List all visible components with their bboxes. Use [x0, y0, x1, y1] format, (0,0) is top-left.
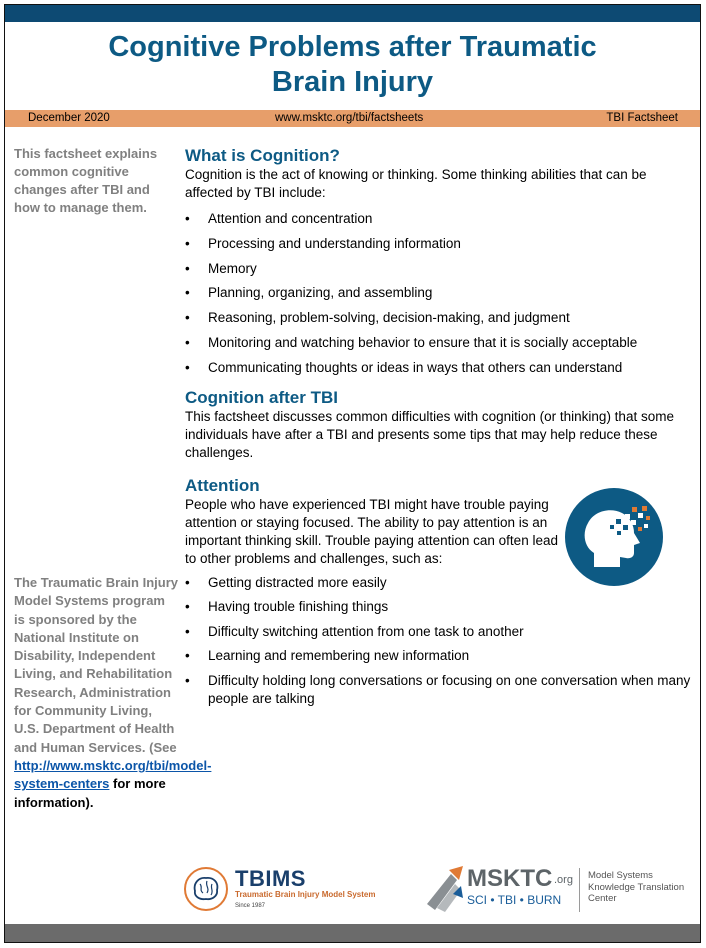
- list-item: • Processing and understanding information: [185, 235, 695, 253]
- brain-logo-icon: [183, 866, 229, 912]
- heading-cognition-after-tbi: Cognition after TBI: [185, 387, 338, 407]
- section-what-is-cognition: [185, 146, 695, 377]
- msktc-logo: [425, 860, 695, 920]
- cognition-abilities-list: [185, 210, 695, 377]
- list-item: • Communicating thoughts or ideas in ways that others can understand: [185, 359, 695, 377]
- sponsor-tail: for more information).: [14, 776, 166, 810]
- tbims-tagline: Traumatic Brain Injury Model System: [235, 890, 376, 899]
- tbims-logo: [183, 866, 378, 916]
- msktc-arrow-logo-icon: [425, 864, 465, 914]
- bottom-banner: [5, 924, 700, 942]
- main-content: [185, 146, 695, 714]
- list-item: • Difficulty holding long conversations or focusing on one conversation when many people are talking: [185, 672, 695, 708]
- list-item: • Learning and remembering new information: [185, 647, 695, 665]
- logo-divider: [579, 868, 580, 912]
- list-item: • Monitoring and watching behavior to ensure that it is socially acceptable: [185, 334, 695, 352]
- head-with-pixels-icon: [564, 487, 664, 587]
- list-item: • Difficulty switching attention from one task to another: [185, 623, 695, 641]
- factsheets-url: www.msktc.org/tbi/factsheets: [275, 112, 424, 124]
- attention-body: People who have experienced TBI might have trouble paying attention or staying focused. The ability to pay attention is an important thinking skill. Trouble paying attention can often lead to other problems and challenges, such as:: [185, 496, 558, 566]
- page-title: [5, 30, 700, 100]
- list-item: • Attention and concentration: [185, 210, 695, 228]
- heading-attention: Attention: [185, 475, 260, 495]
- section-cognition-after-tbi: [185, 388, 695, 462]
- msktc-programs: SCI • TBI • BURN: [467, 893, 562, 907]
- info-bar: [5, 110, 700, 127]
- top-banner: [5, 5, 700, 22]
- sponsor-text: The Traumatic Brain Injury Model Systems program is sponsored by the National Institute on Disability, Independent Living, and Rehabilitation Research, Administration for Community Living, U.S. Department of Health and Human Services. (See: [14, 575, 178, 755]
- sidebar-intro: This factsheet explains common cognitive changes after TBI and how to manage them.: [14, 146, 158, 215]
- heading-what-is-cognition: What is Cognition?: [185, 146, 340, 165]
- publication-date: December 2020: [28, 112, 110, 124]
- title-line-1: Cognitive Problems after Traumatic: [108, 31, 597, 63]
- tbims-name: TBIMS: [235, 866, 306, 891]
- model-system-centers-link[interactable]: http://www.msktc.org/tbi/model-system-centers: [14, 757, 212, 792]
- after-tbi-body: This factsheet discusses common difficulties with cognition (or thinking) that some individuals have after a TBI and presents some tips that may help reduce these challenges.: [185, 408, 674, 460]
- list-item: • Planning, organizing, and assembling: [185, 284, 695, 302]
- list-item: • Having trouble finishing things: [185, 598, 695, 616]
- cognition-body: Cognition is the act of knowing or thinking. Some thinking abilities that can be affected by TBI include:: [185, 167, 647, 200]
- tbims-since: Since 1987: [235, 903, 266, 909]
- document-type: TBI Factsheet: [606, 112, 678, 124]
- list-item: • Memory: [185, 260, 695, 278]
- msktc-description: Model Systems Knowledge Translation Center: [588, 870, 685, 904]
- msktc-name: MSKTC: [467, 865, 553, 892]
- list-item: • Getting distracted more easily: [185, 574, 695, 592]
- attention-problems-list: [185, 574, 695, 708]
- title-line-2: Brain Injury: [271, 66, 434, 98]
- footer-logos: [5, 860, 700, 920]
- sidebar-sponsor-note: [14, 574, 212, 812]
- msktc-org: .org: [554, 874, 573, 886]
- list-item: • Reasoning, problem-solving, decision-making, and judgment: [185, 309, 695, 327]
